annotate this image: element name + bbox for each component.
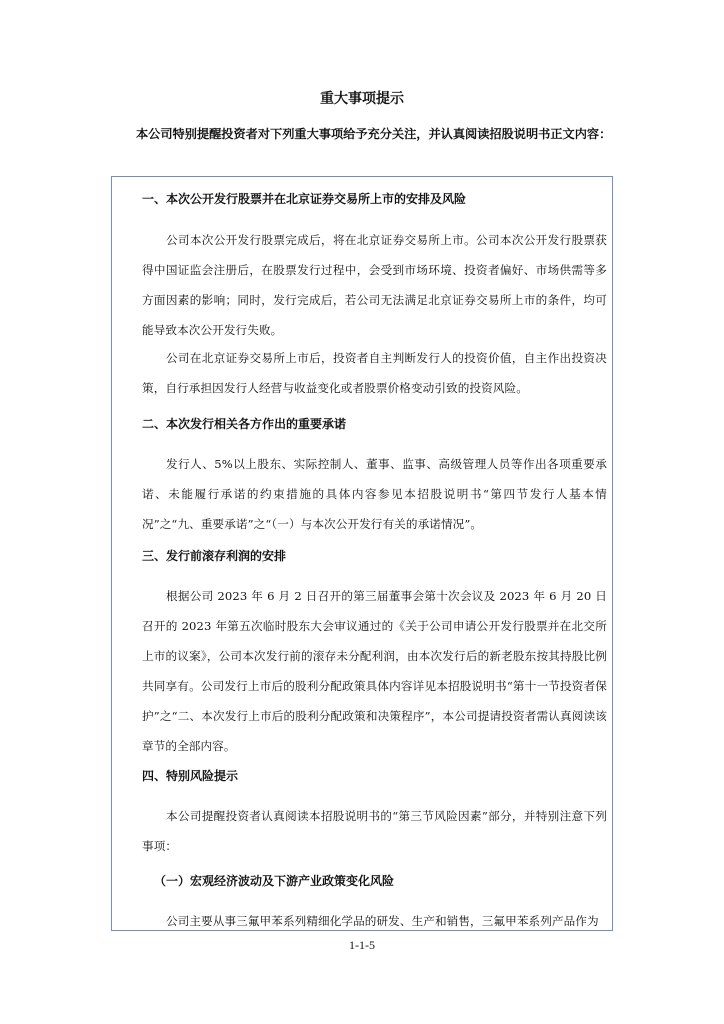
section-1-heading: 一、本次公开发行股票并在北京证券交易所上市的安排及风险: [142, 192, 467, 206]
intro-notice: 本公司特别提醒投资者对下列重大事项给予充分关注，并认真阅读招股说明书正文内容：: [136, 127, 612, 141]
section-4-heading: 四、特别风险提示: [142, 769, 239, 783]
section-2-paragraph-1: 发行人、5%以上股东、实际控制人、董事、监事、高级管理人员等作出各项重要承诺、未能履行承诺的约束措施的具体内容参见本招股说明书“第四节发行人基本情况”之“九、重要承诺”之“（一）与本次公开发行有关的承诺情况”。: [142, 457, 607, 531]
subsection-heading: （一）宏观经济波动及下游产业政策变化风险: [154, 874, 395, 888]
section-1-paragraph-1: 公司本次公开发行股票完成后，将在北京证券交易所上市。公司本次公开发行股票获得中国证监会注册后，在股票发行过程中，会受到市场环境、投资者偏好、市场供需等多方面因素的影响；同时，发行完成后，若公司无法满足北京证券交易所上市的条件，均可能导致本次公开发行失败。: [142, 233, 607, 337]
section-2-heading: 二、本次发行相关各方作出的重要承诺: [142, 417, 347, 431]
page-title: 重大事项提示: [320, 91, 404, 107]
section-3-heading: 三、发行前滚存利润的安排: [142, 549, 287, 563]
page-number: 1-1-5: [349, 938, 375, 952]
highlight-box: [111, 176, 613, 931]
section-1-paragraph-2: 公司在北京证券交易所上市后，投资者自主判断发行人的投资价值，自主作出投资决策，自行承担因发行人经营与收益变化或者股票价格变动引致的投资风险。: [142, 351, 607, 395]
subsection-paragraph: 公司主要从事三氟甲苯系列精细化学品的研发、生产和销售，三氟甲苯系列产品作为: [166, 914, 599, 928]
section-4-paragraph-1: 本公司提醒投资者认真阅读本招股说明书的“第三节风险因素”部分，并特别注意下列事项：: [142, 809, 607, 853]
section-3-paragraph-1: 根据公司 2023 年 6 月 2 日召开的第三届董事会第十次会议及 2023 年 6 月 20 日召开的 2023 年第五次临时股东大会审议通过的《关于公司申请公开发行股票并在北交所上市的议案》，公司本次发行前的滚存未分配利润，由本次发行后的新老股东按其持股比例共同享有。公司发行上市后的股利分配政策具体内容详见本招股说明书“第十一节投资者保护”之“二、本次发行上市后的股利分配政策和决策程序”，本公司提请投资者需认真阅读该章节的全部内容。: [142, 589, 607, 753]
